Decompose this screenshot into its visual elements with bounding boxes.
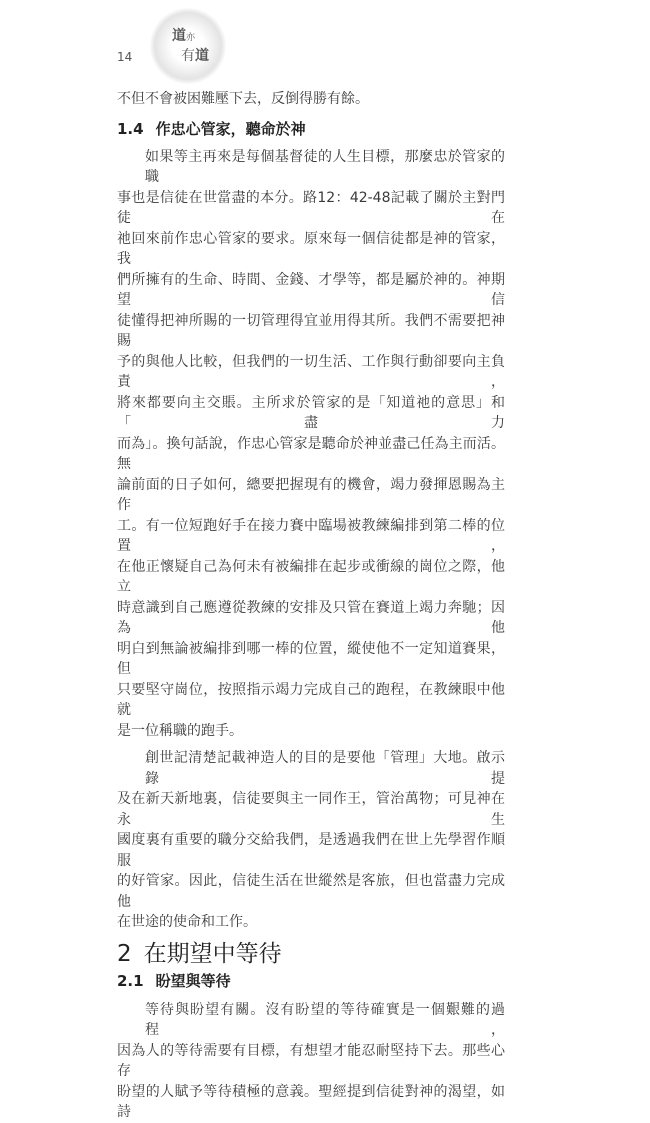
text-line: 只要堅守崗位，按照指示竭力完成自己的跑程，在教練眼中他就 — [117, 681, 505, 718]
text-line: 如果等主再來是每個基督徒的人生目標，那麼忠於管家的職 — [145, 148, 505, 185]
text-line: 將來都要向主交賬。主所求於管家的是「知道祂的意思」和「盡力 — [117, 394, 505, 431]
text-line: 事也是信徒在世當盡的本分。路12：42-48記載了關於主對門徒在 — [117, 189, 505, 226]
text-line: 及在新天新地裏，信徒要與主一同作王，管治萬物；可見神在永生 — [117, 791, 505, 828]
logo-text: 亦 — [186, 33, 196, 43]
text-line: 祂回來前作忠心管家的要求。原來每一個信徒都是神的管家，我 — [117, 230, 505, 267]
section-heading-2-1 — [117, 971, 505, 992]
book-logo — [150, 8, 226, 84]
text-line: 論前面的日子如何，總要把握現有的機會，竭力發揮恩賜為主作 — [117, 476, 505, 513]
text-line: 盼望的人賦予等待積極的意義。聖經提到信徒對神的渴望，如詩 — [117, 1083, 505, 1120]
section-number: 2.1 — [117, 971, 144, 990]
chapter-title: 在期望中等待 — [143, 940, 282, 967]
text-line: 因為人的等待需要有目標，有想望才能忍耐堅持下去。那些心存 — [117, 1042, 505, 1079]
chapter-number: 2 — [117, 940, 132, 967]
chapter-heading-2 — [117, 939, 505, 969]
text-line: 工。有一位短跑好手在接力賽中臨場被教練編排到第二棒的位置， — [117, 517, 505, 554]
paragraph-2-1-a — [117, 1000, 505, 1123]
intro-line: 不但不會被困難壓下去，反倒得勝有餘。 — [117, 91, 369, 107]
text-line: 是一位稱職的跑手。 — [117, 722, 243, 739]
text-line: 創世記清楚記載神造人的目的是要他「管理」大地。啟示錄提 — [145, 750, 505, 787]
section-heading-1-4 — [117, 119, 505, 140]
logo-text: 道 — [195, 48, 209, 64]
page-body — [117, 89, 505, 1123]
text-line: 國度裏有重要的職分交給我們，是透過我們在世上先學習作順服 — [117, 832, 505, 869]
text-line: 明白到無論被編排到哪一棒的位置，縱使他不一定知道賽果，但 — [117, 640, 505, 677]
section-title: 盼望與等待 — [155, 971, 231, 990]
section-number: 1.4 — [117, 119, 144, 138]
logo-text: 道 — [172, 28, 186, 44]
text-line: 等待與盼望有關。沒有盼望的等待確實是一個艱難的過程， — [145, 1001, 505, 1038]
text-line: 在他正懷疑自己為何未有被編排在起步或衝線的崗位之際，他立 — [117, 558, 505, 595]
text-line: 在世途的使命和工作。 — [117, 914, 257, 930]
text-line: 們所擁有的生命、時間、金錢、才學等，都是屬於神的。神期望信 — [117, 271, 505, 308]
page-number: 14 — [117, 50, 133, 64]
text-line: 時意識到自己應遵從教練的安排及只管在賽道上竭力奔馳；因為他 — [117, 599, 505, 636]
text-line: 的好管家。因此，信徒生活在世縱然是客旅，但也當盡力完成他 — [117, 873, 505, 910]
text-line: 予的與他人比較，但我們的一切生活、工作與行動卻要向主負責， — [117, 353, 505, 390]
logo-text: 有 — [181, 48, 195, 64]
text-line: 而為」。換句話說，作忠心管家是聽命於神並盡己任為主而活。無 — [117, 435, 505, 472]
section-title: 作忠心管家，聽命於神 — [155, 119, 306, 138]
paragraph-1-4-b — [117, 748, 505, 933]
paragraph-1-4-a — [117, 147, 505, 742]
text-line: 徒懂得把神所賜的一切管理得宜並用得其所。我們不需要把神賜 — [117, 312, 505, 349]
